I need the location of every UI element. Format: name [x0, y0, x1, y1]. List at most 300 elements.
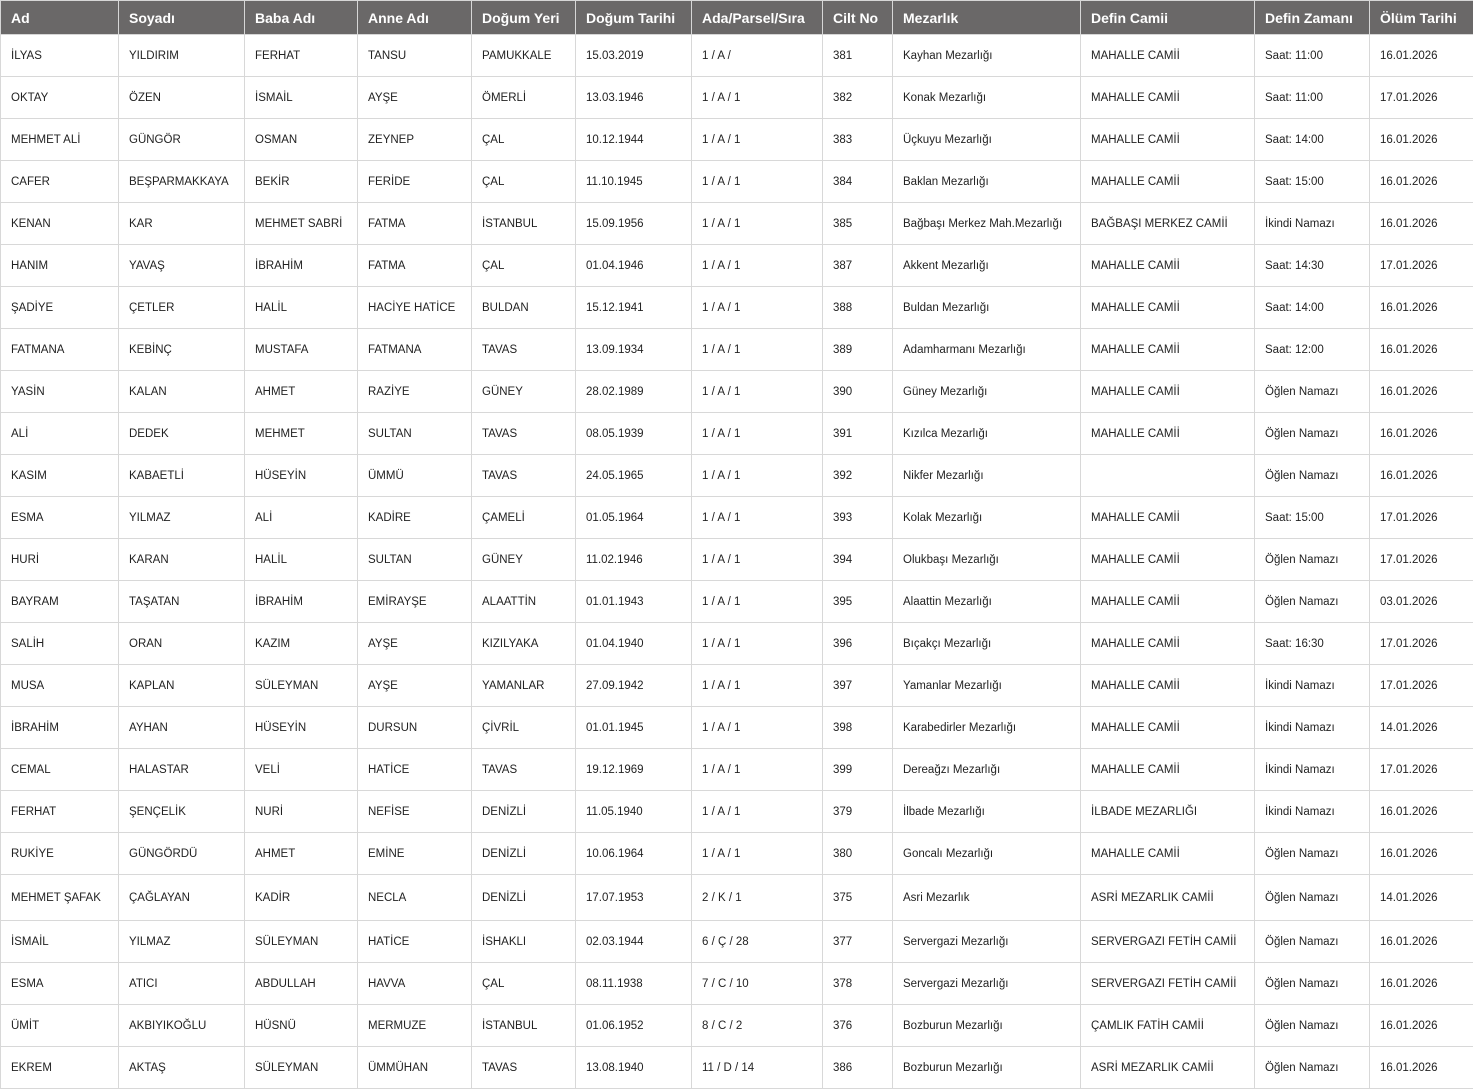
column-header-baba-adi[interactable]: Baba Adı [245, 1, 358, 35]
cell-mezarlik: İlbade Mezarlığı [893, 791, 1081, 833]
cell-defin-zamani: Saat: 14:00 [1255, 119, 1370, 161]
cell-anne-adi: MERMUZE [358, 1005, 472, 1047]
cell-baba-adi: MEHMET [245, 413, 358, 455]
cell-ada-parsel-sira: 1 / A / 1 [692, 371, 823, 413]
cell-ada-parsel-sira: 1 / A / 1 [692, 707, 823, 749]
cell-ada-parsel-sira: 1 / A / 1 [692, 245, 823, 287]
cell-ad: İLYAS [1, 35, 119, 77]
cell-dogum-tarihi: 01.04.1940 [576, 623, 692, 665]
cell-baba-adi: FERHAT [245, 35, 358, 77]
cell-olum-tarihi: 16.01.2026 [1370, 119, 1473, 161]
cell-mezarlik: Akkent Mezarlığı [893, 245, 1081, 287]
cell-soyadi: BEŞPARMAKKAYA [119, 161, 245, 203]
cell-ada-parsel-sira: 1 / A / 1 [692, 455, 823, 497]
cell-ada-parsel-sira: 2 / K / 1 [692, 875, 823, 921]
cell-soyadi: KAR [119, 203, 245, 245]
cell-olum-tarihi: 17.01.2026 [1370, 245, 1473, 287]
cell-cilt-no: 384 [823, 161, 893, 203]
cell-mezarlik: Servergazi Mezarlığı [893, 921, 1081, 963]
table-row[interactable] [1, 245, 1473, 287]
table-row[interactable] [1, 749, 1473, 791]
cell-dogum-yeri: ALAATTİN [472, 581, 576, 623]
cell-ada-parsel-sira: 7 / C / 10 [692, 963, 823, 1005]
cell-mezarlik: Bıçakçı Mezarlığı [893, 623, 1081, 665]
cell-defin-zamani: Öğlen Namazı [1255, 371, 1370, 413]
cell-ada-parsel-sira: 1 / A / [692, 35, 823, 77]
cell-ada-parsel-sira: 1 / A / 1 [692, 539, 823, 581]
cell-mezarlik: Bağbaşı Merkez Mah.Mezarlığı [893, 203, 1081, 245]
cell-soyadi: AYHAN [119, 707, 245, 749]
cell-baba-adi: KAZIM [245, 623, 358, 665]
cell-cilt-no: 379 [823, 791, 893, 833]
cell-ad: ÜMİT [1, 1005, 119, 1047]
cell-cilt-no: 399 [823, 749, 893, 791]
cell-ada-parsel-sira: 1 / A / 1 [692, 203, 823, 245]
cell-defin-zamani: Öğlen Namazı [1255, 581, 1370, 623]
cell-dogum-yeri: ÇAL [472, 245, 576, 287]
cell-baba-adi: HÜSNÜ [245, 1005, 358, 1047]
cell-baba-adi: ALİ [245, 497, 358, 539]
cell-defin-camii: MAHALLE CAMİİ [1081, 749, 1255, 791]
cell-baba-adi: İBRAHİM [245, 581, 358, 623]
cell-mezarlik: Kızılca Mezarlığı [893, 413, 1081, 455]
cell-dogum-yeri: İSHAKLI [472, 921, 576, 963]
cell-anne-adi: AYŞE [358, 623, 472, 665]
cell-soyadi: YAVAŞ [119, 245, 245, 287]
table-row[interactable] [1, 77, 1473, 119]
cell-ad: OKTAY [1, 77, 119, 119]
cell-dogum-yeri: ÇAMELİ [472, 497, 576, 539]
cell-ad: MEHMET ALİ [1, 119, 119, 161]
cell-dogum-yeri: GÜNEY [472, 539, 576, 581]
cell-dogum-yeri: İSTANBUL [472, 203, 576, 245]
cell-baba-adi: AHMET [245, 833, 358, 875]
cell-defin-camii: MAHALLE CAMİİ [1081, 833, 1255, 875]
cell-ada-parsel-sira: 1 / A / 1 [692, 833, 823, 875]
cell-ad: HANIM [1, 245, 119, 287]
cell-anne-adi: AYŞE [358, 665, 472, 707]
cell-ad: KASIM [1, 455, 119, 497]
cell-soyadi: ORAN [119, 623, 245, 665]
cell-defin-zamani: İkindi Namazı [1255, 707, 1370, 749]
table-row[interactable] [1, 161, 1473, 203]
cell-ad: MEHMET ŞAFAK [1, 875, 119, 921]
cell-cilt-no: 391 [823, 413, 893, 455]
column-header-defin-camii[interactable]: Defin Camii [1081, 1, 1255, 35]
cell-ada-parsel-sira: 1 / A / 1 [692, 497, 823, 539]
cell-defin-camii: MAHALLE CAMİİ [1081, 497, 1255, 539]
cell-olum-tarihi: 16.01.2026 [1370, 329, 1473, 371]
cell-ada-parsel-sira: 1 / A / 1 [692, 749, 823, 791]
table-row[interactable] [1, 119, 1473, 161]
cell-baba-adi: SÜLEYMAN [245, 665, 358, 707]
cell-ad: HURİ [1, 539, 119, 581]
cell-olum-tarihi: 16.01.2026 [1370, 1005, 1473, 1047]
cell-cilt-no: 397 [823, 665, 893, 707]
cell-ada-parsel-sira: 1 / A / 1 [692, 287, 823, 329]
table-row[interactable] [1, 1005, 1473, 1047]
cell-olum-tarihi: 17.01.2026 [1370, 77, 1473, 119]
cell-ad: ALİ [1, 413, 119, 455]
cell-anne-adi: EMİNE [358, 833, 472, 875]
cell-soyadi: TAŞATAN [119, 581, 245, 623]
cell-cilt-no: 376 [823, 1005, 893, 1047]
cell-ad: ESMA [1, 963, 119, 1005]
cell-soyadi: HALASTAR [119, 749, 245, 791]
cell-soyadi: DEDEK [119, 413, 245, 455]
cell-defin-zamani: Öğlen Namazı [1255, 413, 1370, 455]
cell-defin-camii: MAHALLE CAMİİ [1081, 623, 1255, 665]
cell-cilt-no: 392 [823, 455, 893, 497]
cell-anne-adi: HATİCE [358, 921, 472, 963]
table-row[interactable] [1, 455, 1473, 497]
cell-dogum-tarihi: 13.09.1934 [576, 329, 692, 371]
cell-ada-parsel-sira: 1 / A / 1 [692, 665, 823, 707]
cell-defin-zamani: İkindi Namazı [1255, 791, 1370, 833]
cell-baba-adi: HALİL [245, 539, 358, 581]
cell-mezarlik: Dereağzı Mezarlığı [893, 749, 1081, 791]
table-row[interactable] [1, 791, 1473, 833]
cell-mezarlik: Alaattin Mezarlığı [893, 581, 1081, 623]
cell-defin-zamani: Öğlen Namazı [1255, 1047, 1370, 1089]
cell-soyadi: YILMAZ [119, 497, 245, 539]
cell-mezarlik: Konak Mezarlığı [893, 77, 1081, 119]
cell-ada-parsel-sira: 11 / D / 14 [692, 1047, 823, 1089]
cell-cilt-no: 394 [823, 539, 893, 581]
cell-dogum-tarihi: 01.05.1964 [576, 497, 692, 539]
cell-dogum-tarihi: 02.03.1944 [576, 921, 692, 963]
cell-olum-tarihi: 16.01.2026 [1370, 413, 1473, 455]
cell-olum-tarihi: 16.01.2026 [1370, 833, 1473, 875]
cell-defin-camii [1081, 455, 1255, 497]
cell-dogum-yeri: DENİZLİ [472, 875, 576, 921]
table-header-row [1, 1, 1473, 35]
cell-ad: SALİH [1, 623, 119, 665]
cell-dogum-tarihi: 15.12.1941 [576, 287, 692, 329]
cell-dogum-tarihi: 01.06.1952 [576, 1005, 692, 1047]
cell-defin-camii: ASRİ MEZARLIK CAMİİ [1081, 1047, 1255, 1089]
cell-anne-adi: TANSU [358, 35, 472, 77]
cell-dogum-yeri: TAVAS [472, 413, 576, 455]
cell-olum-tarihi: 14.01.2026 [1370, 875, 1473, 921]
cell-ada-parsel-sira: 1 / A / 1 [692, 119, 823, 161]
cell-soyadi: GÜNGÖR [119, 119, 245, 161]
cell-defin-zamani: İkindi Namazı [1255, 749, 1370, 791]
cell-olum-tarihi: 16.01.2026 [1370, 455, 1473, 497]
cell-dogum-tarihi: 19.12.1969 [576, 749, 692, 791]
cell-olum-tarihi: 17.01.2026 [1370, 749, 1473, 791]
cell-dogum-yeri: YAMANLAR [472, 665, 576, 707]
cell-soyadi: YILDIRIM [119, 35, 245, 77]
cell-anne-adi: EMİRAYŞE [358, 581, 472, 623]
cell-defin-zamani: Saat: 14:00 [1255, 287, 1370, 329]
cell-ada-parsel-sira: 8 / C / 2 [692, 1005, 823, 1047]
cell-anne-adi: ÜMMÜHAN [358, 1047, 472, 1089]
cell-soyadi: KARAN [119, 539, 245, 581]
cell-ad: KENAN [1, 203, 119, 245]
cell-ada-parsel-sira: 1 / A / 1 [692, 413, 823, 455]
cell-anne-adi: HAVVA [358, 963, 472, 1005]
cell-mezarlik: Buldan Mezarlığı [893, 287, 1081, 329]
cell-baba-adi: BEKİR [245, 161, 358, 203]
cell-ad: İBRAHİM [1, 707, 119, 749]
table-row[interactable] [1, 371, 1473, 413]
cell-anne-adi: AYŞE [358, 77, 472, 119]
cell-cilt-no: 380 [823, 833, 893, 875]
column-header-soyadi[interactable]: Soyadı [119, 1, 245, 35]
table-row[interactable] [1, 875, 1473, 921]
column-header-ada-parsel-sira[interactable]: Ada/Parsel/Sıra [692, 1, 823, 35]
cell-mezarlik: Adamharmanı Mezarlığı [893, 329, 1081, 371]
cell-dogum-tarihi: 01.01.1945 [576, 707, 692, 749]
cell-defin-camii: SERVERGAZI FETİH CAMİİ [1081, 921, 1255, 963]
cell-anne-adi: DURSUN [358, 707, 472, 749]
cell-dogum-tarihi: 08.11.1938 [576, 963, 692, 1005]
table-row[interactable] [1, 623, 1473, 665]
cell-defin-zamani: Saat: 11:00 [1255, 35, 1370, 77]
cell-cilt-no: 390 [823, 371, 893, 413]
cell-dogum-tarihi: 28.02.1989 [576, 371, 692, 413]
cell-olum-tarihi: 17.01.2026 [1370, 539, 1473, 581]
cell-olum-tarihi: 16.01.2026 [1370, 203, 1473, 245]
cell-defin-camii: MAHALLE CAMİİ [1081, 413, 1255, 455]
cell-soyadi: AKTAŞ [119, 1047, 245, 1089]
cell-cilt-no: 389 [823, 329, 893, 371]
cell-dogum-yeri: TAVAS [472, 1047, 576, 1089]
cell-defin-camii: ÇAMLIK FATİH CAMİİ [1081, 1005, 1255, 1047]
cell-anne-adi: ZEYNEP [358, 119, 472, 161]
cell-defin-zamani: Saat: 12:00 [1255, 329, 1370, 371]
cell-defin-zamani: Saat: 15:00 [1255, 161, 1370, 203]
table-row[interactable] [1, 707, 1473, 749]
cell-defin-zamani: Saat: 11:00 [1255, 77, 1370, 119]
cell-cilt-no: 383 [823, 119, 893, 161]
column-header-anne-adi[interactable]: Anne Adı [358, 1, 472, 35]
cell-dogum-yeri: DENİZLİ [472, 791, 576, 833]
column-header-olum-tarihi[interactable]: Ölüm Tarihi [1370, 1, 1473, 35]
cell-anne-adi: KADİRE [358, 497, 472, 539]
cell-anne-adi: RAZİYE [358, 371, 472, 413]
cell-defin-zamani: Saat: 14:30 [1255, 245, 1370, 287]
cell-olum-tarihi: 16.01.2026 [1370, 371, 1473, 413]
column-header-dogum-yeri[interactable]: Doğum Yeri [472, 1, 576, 35]
cell-ad: EKREM [1, 1047, 119, 1089]
cell-defin-zamani: Saat: 15:00 [1255, 497, 1370, 539]
cell-dogum-tarihi: 11.10.1945 [576, 161, 692, 203]
cell-cilt-no: 381 [823, 35, 893, 77]
table-row[interactable] [1, 539, 1473, 581]
column-header-ad[interactable]: Ad [1, 1, 119, 35]
cell-ad: CEMAL [1, 749, 119, 791]
cell-dogum-yeri: ÇAL [472, 963, 576, 1005]
cell-dogum-yeri: GÜNEY [472, 371, 576, 413]
cell-defin-camii: MAHALLE CAMİİ [1081, 539, 1255, 581]
cell-olum-tarihi: 16.01.2026 [1370, 921, 1473, 963]
cell-defin-zamani: Öğlen Namazı [1255, 875, 1370, 921]
cell-mezarlik: Servergazi Mezarlığı [893, 963, 1081, 1005]
cell-mezarlik: Karabedirler Mezarlığı [893, 707, 1081, 749]
cell-baba-adi: SÜLEYMAN [245, 1047, 358, 1089]
cell-dogum-yeri: ÇAL [472, 161, 576, 203]
cell-olum-tarihi: 16.01.2026 [1370, 963, 1473, 1005]
cell-olum-tarihi: 14.01.2026 [1370, 707, 1473, 749]
cell-olum-tarihi: 16.01.2026 [1370, 35, 1473, 77]
cell-soyadi: GÜNGÖRDÜ [119, 833, 245, 875]
cell-olum-tarihi: 16.01.2026 [1370, 1047, 1473, 1089]
table-row[interactable] [1, 329, 1473, 371]
cell-defin-zamani: Saat: 16:30 [1255, 623, 1370, 665]
table-row[interactable] [1, 287, 1473, 329]
cell-soyadi: KAPLAN [119, 665, 245, 707]
table-row[interactable] [1, 665, 1473, 707]
cell-baba-adi: KADİR [245, 875, 358, 921]
cell-dogum-tarihi: 10.12.1944 [576, 119, 692, 161]
table-row[interactable] [1, 921, 1473, 963]
cell-soyadi: ATICI [119, 963, 245, 1005]
cell-soyadi: KABAETLİ [119, 455, 245, 497]
cell-ad: ESMA [1, 497, 119, 539]
cell-olum-tarihi: 16.01.2026 [1370, 161, 1473, 203]
cell-defin-camii: BAĞBAŞI MERKEZ CAMİİ [1081, 203, 1255, 245]
cell-olum-tarihi: 17.01.2026 [1370, 497, 1473, 539]
cell-soyadi: ÇETLER [119, 287, 245, 329]
cell-defin-camii: MAHALLE CAMİİ [1081, 371, 1255, 413]
cell-ada-parsel-sira: 1 / A / 1 [692, 581, 823, 623]
cell-defin-camii: MAHALLE CAMİİ [1081, 245, 1255, 287]
cell-mezarlik: Olukbaşı Mezarlığı [893, 539, 1081, 581]
cell-cilt-no: 375 [823, 875, 893, 921]
cell-ad: İSMAİL [1, 921, 119, 963]
cell-soyadi: ŞENÇELİK [119, 791, 245, 833]
cell-baba-adi: VELİ [245, 749, 358, 791]
cell-cilt-no: 387 [823, 245, 893, 287]
cell-defin-camii: MAHALLE CAMİİ [1081, 665, 1255, 707]
cell-soyadi: YILMAZ [119, 921, 245, 963]
cell-dogum-tarihi: 17.07.1953 [576, 875, 692, 921]
cell-cilt-no: 382 [823, 77, 893, 119]
cell-mezarlik: Üçkuyu Mezarlığı [893, 119, 1081, 161]
cell-defin-camii: MAHALLE CAMİİ [1081, 581, 1255, 623]
table-row[interactable] [1, 1047, 1473, 1089]
cell-defin-zamani: Öğlen Namazı [1255, 963, 1370, 1005]
cell-cilt-no: 378 [823, 963, 893, 1005]
cell-ad: RUKİYE [1, 833, 119, 875]
cell-mezarlik: Güney Mezarlığı [893, 371, 1081, 413]
cell-baba-adi: MUSTAFA [245, 329, 358, 371]
table-row[interactable] [1, 203, 1473, 245]
cell-soyadi: AKBIYIKOĞLU [119, 1005, 245, 1047]
cell-defin-camii: MAHALLE CAMİİ [1081, 707, 1255, 749]
cell-anne-adi: ÜMMÜ [358, 455, 472, 497]
cell-defin-zamani: İkindi Namazı [1255, 203, 1370, 245]
cell-anne-adi: HACİYE HATİCE [358, 287, 472, 329]
cell-ad: FERHAT [1, 791, 119, 833]
cell-soyadi: KALAN [119, 371, 245, 413]
cell-defin-camii: İLBADE MEZARLIĞI [1081, 791, 1255, 833]
cell-cilt-no: 395 [823, 581, 893, 623]
cell-anne-adi: SULTAN [358, 539, 472, 581]
cell-anne-adi: FATMANA [358, 329, 472, 371]
column-header-defin-zamani[interactable]: Defin Zamanı [1255, 1, 1370, 35]
table-row[interactable] [1, 497, 1473, 539]
cell-cilt-no: 377 [823, 921, 893, 963]
cell-dogum-yeri: ÖMERLİ [472, 77, 576, 119]
cell-olum-tarihi: 17.01.2026 [1370, 665, 1473, 707]
cell-dogum-tarihi: 13.03.1946 [576, 77, 692, 119]
cell-ad: CAFER [1, 161, 119, 203]
cell-dogum-tarihi: 24.05.1965 [576, 455, 692, 497]
cell-defin-camii: MAHALLE CAMİİ [1081, 35, 1255, 77]
cell-ad: MUSA [1, 665, 119, 707]
cell-dogum-yeri: BULDAN [472, 287, 576, 329]
cell-dogum-yeri: TAVAS [472, 329, 576, 371]
cell-mezarlik: Asri Mezarlık [893, 875, 1081, 921]
cell-olum-tarihi: 17.01.2026 [1370, 623, 1473, 665]
cell-defin-zamani: Öğlen Namazı [1255, 455, 1370, 497]
cell-dogum-tarihi: 01.01.1943 [576, 581, 692, 623]
cell-ada-parsel-sira: 1 / A / 1 [692, 161, 823, 203]
cell-mezarlik: Kolak Mezarlığı [893, 497, 1081, 539]
table-row[interactable] [1, 413, 1473, 455]
column-header-dogum-tarihi[interactable]: Doğum Tarihi [576, 1, 692, 35]
cell-cilt-no: 396 [823, 623, 893, 665]
cell-soyadi: KEBİNÇ [119, 329, 245, 371]
cell-cilt-no: 393 [823, 497, 893, 539]
cell-olum-tarihi: 16.01.2026 [1370, 791, 1473, 833]
cell-mezarlik: Bozburun Mezarlığı [893, 1005, 1081, 1047]
cell-dogum-tarihi: 11.05.1940 [576, 791, 692, 833]
cell-baba-adi: HÜSEYİN [245, 455, 358, 497]
cell-dogum-yeri: KIZILYAKA [472, 623, 576, 665]
cell-anne-adi: FATMA [358, 203, 472, 245]
cell-dogum-yeri: TAVAS [472, 455, 576, 497]
cell-dogum-yeri: PAMUKKALE [472, 35, 576, 77]
table-row[interactable] [1, 833, 1473, 875]
cell-dogum-yeri: DENİZLİ [472, 833, 576, 875]
cell-defin-zamani: Öğlen Namazı [1255, 921, 1370, 963]
cell-anne-adi: NECLA [358, 875, 472, 921]
cell-dogum-tarihi: 08.05.1939 [576, 413, 692, 455]
cell-dogum-tarihi: 15.09.1956 [576, 203, 692, 245]
table-row[interactable] [1, 581, 1473, 623]
column-header-cilt-no[interactable]: Cilt No [823, 1, 893, 35]
cell-ada-parsel-sira: 1 / A / 1 [692, 329, 823, 371]
column-header-mezarlik[interactable]: Mezarlık [893, 1, 1081, 35]
cell-cilt-no: 388 [823, 287, 893, 329]
cell-baba-adi: ABDULLAH [245, 963, 358, 1005]
table-row[interactable] [1, 35, 1473, 77]
cell-ada-parsel-sira: 1 / A / 1 [692, 77, 823, 119]
table-row[interactable] [1, 963, 1473, 1005]
cell-cilt-no: 386 [823, 1047, 893, 1089]
cell-dogum-tarihi: 10.06.1964 [576, 833, 692, 875]
cell-baba-adi: HALİL [245, 287, 358, 329]
cell-defin-camii: SERVERGAZI FETİH CAMİİ [1081, 963, 1255, 1005]
cell-dogum-tarihi: 15.03.2019 [576, 35, 692, 77]
cell-defin-camii: MAHALLE CAMİİ [1081, 161, 1255, 203]
cell-baba-adi: SÜLEYMAN [245, 921, 358, 963]
cell-defin-zamani: Öğlen Namazı [1255, 539, 1370, 581]
cell-mezarlik: Goncalı Mezarlığı [893, 833, 1081, 875]
cell-defin-camii: MAHALLE CAMİİ [1081, 287, 1255, 329]
cell-ada-parsel-sira: 1 / A / 1 [692, 791, 823, 833]
cell-mezarlik: Baklan Mezarlığı [893, 161, 1081, 203]
table-body [1, 35, 1473, 1089]
cell-mezarlik: Bozburun Mezarlığı [893, 1047, 1081, 1089]
cell-mezarlik: Kayhan Mezarlığı [893, 35, 1081, 77]
cell-dogum-tarihi: 11.02.1946 [576, 539, 692, 581]
cell-ad: BAYRAM [1, 581, 119, 623]
